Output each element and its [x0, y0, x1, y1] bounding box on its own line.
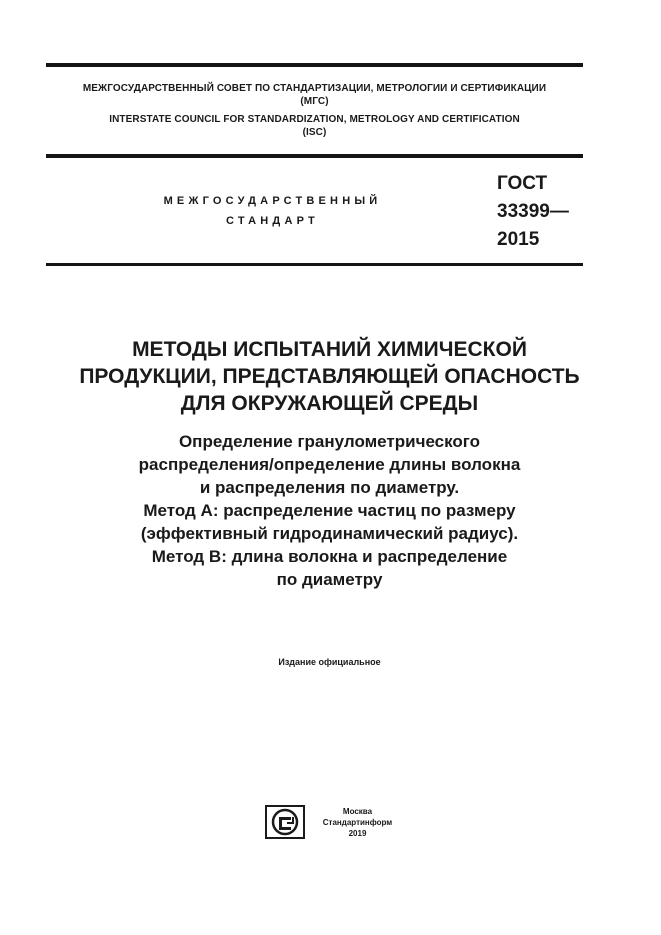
title-line: ДЛЯ ОКРУЖАЮЩЕЙ СРЕДЫ	[180, 392, 479, 415]
designation-rule	[46, 263, 583, 266]
council-en-name: INTERSTATE COUNCIL FOR STANDARDIZATION, METROLOGY AND CERTIFICATION	[109, 114, 520, 125]
document-title	[46, 336, 613, 417]
standard-type-line2: СТАНДАРТ	[226, 215, 319, 227]
council-ru-abbr: (МГС)	[300, 96, 329, 107]
document-subtitle	[46, 430, 613, 591]
edition-label: Издание официальное	[278, 657, 381, 667]
subtitle-line: Метод В: длина волокна и распределение	[151, 547, 508, 566]
top-rule	[46, 63, 583, 67]
title-line: ПРОДУКЦИИ, ПРЕДСТАВЛЯЮЩЕЙ ОПАСНОСТЬ	[79, 365, 580, 388]
council-ru-name: МЕЖГОСУДАРСТВЕННЫЙ СОВЕТ ПО СТАНДАРТИЗАЦИИ, МЕТРОЛОГИИ И СЕРТИФИКАЦИИ	[82, 83, 547, 94]
council-en-abbr: (ISC)	[302, 127, 327, 138]
title-line: МЕТОДЫ ИСПЫТАНИЙ ХИМИЧЕСКОЙ	[132, 338, 527, 361]
gost-designation	[497, 170, 569, 254]
subtitle-line: (эффективный гидродинамический радиус).	[140, 524, 519, 543]
subtitle-line: Метод А: распределение частиц по размеру	[143, 501, 516, 520]
subtitle-line: по диаметру	[276, 570, 383, 589]
publisher-block	[300, 806, 415, 839]
publisher-year: 2019	[348, 829, 367, 838]
subtitle-line: и распределения по диаметру.	[199, 478, 460, 497]
subtitle-line: Определение гранулометрического	[178, 432, 481, 451]
publisher-city: Москва	[342, 807, 373, 816]
standard-type-line1: МЕЖГОСУДАРСТВЕННЫЙ	[163, 195, 382, 207]
gost-year: 2015	[497, 229, 540, 250]
subtitle-line: распределения/определение длины волокна	[138, 455, 521, 474]
gost-prefix: ГОСТ	[497, 173, 548, 194]
standartinform-logo-icon	[265, 805, 305, 839]
gost-number: 33399—	[497, 201, 569, 222]
header-rule	[46, 154, 583, 158]
publisher-name: Стандартинформ	[322, 818, 393, 827]
